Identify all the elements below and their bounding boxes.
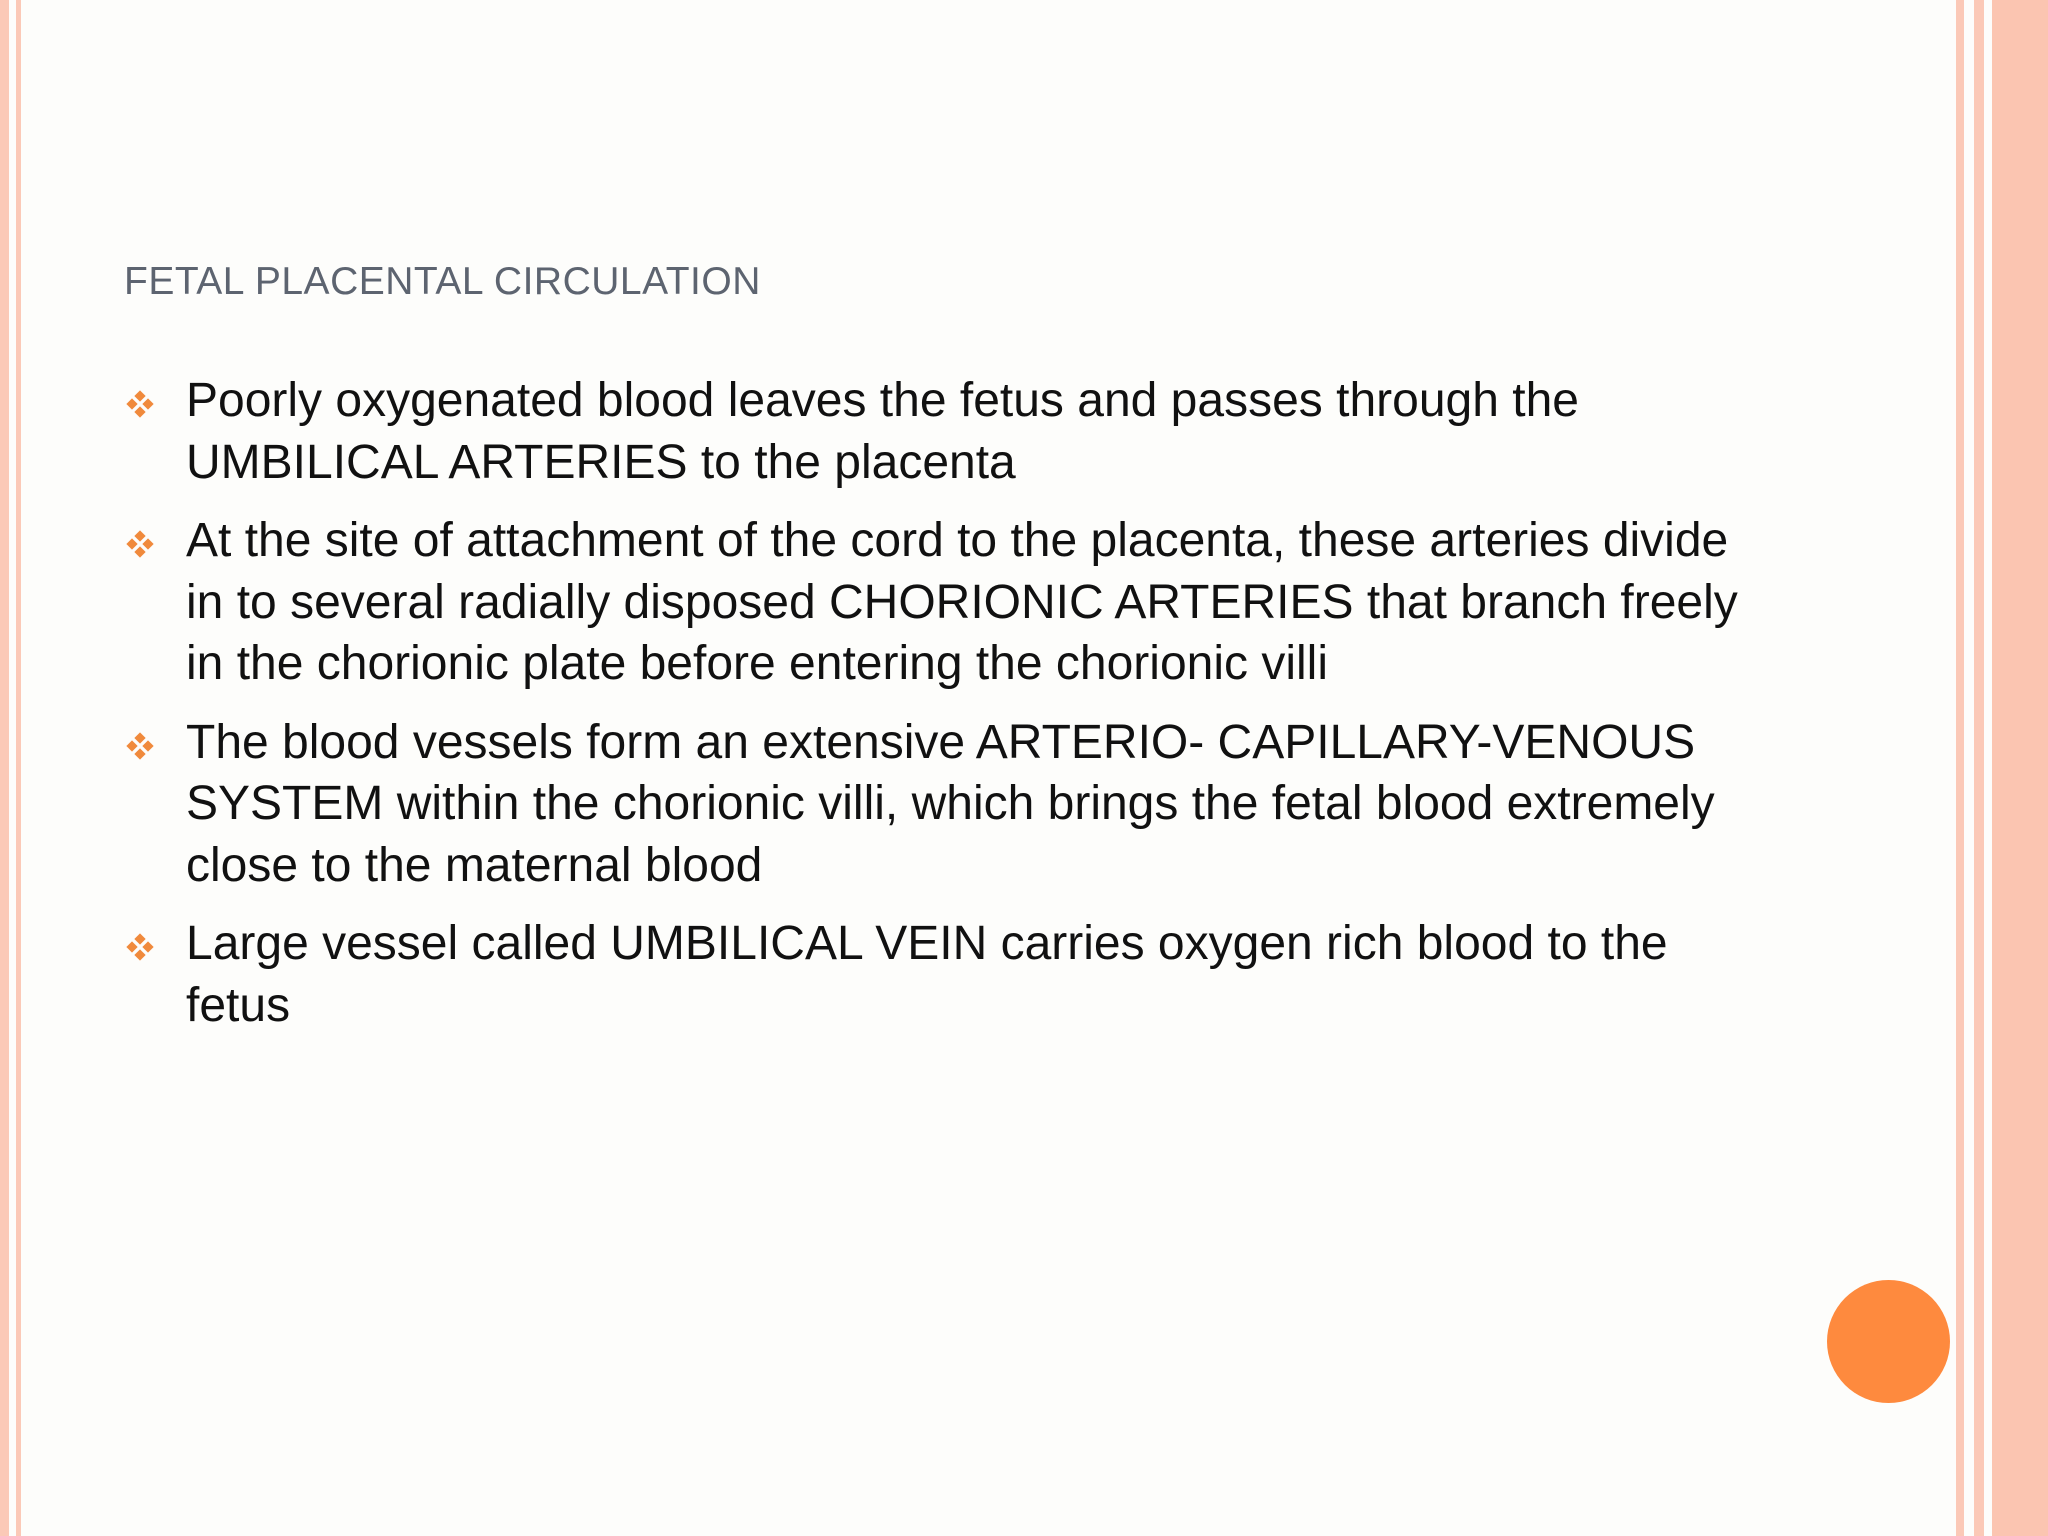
bullet-item [124,510,1764,695]
right-border-stripe-wide [1992,0,2048,1536]
slide-title: FETAL PLACENTAL CIRCULATION [124,260,761,303]
bullet-text: Large vessel called UMBILICAL VEIN carries oxygen rich blood to the fetus [186,917,1668,1032]
bullet-item [124,370,1764,493]
diamond-dots-icon [126,530,154,558]
right-border-stripe-thin [1956,0,1964,1536]
diamond-dots-icon [126,390,154,418]
bullet-text: The blood vessels form an extensive ARTERIO- CAPILLARY-VENOUS SYSTEM within the chorionic villi, which brings the fetal blood extremely close to the maternal blood [186,715,1715,892]
bullet-text: At the site of attachment of the cord to the placenta, these arteries divide in to several radially disposed CHORIONIC ARTERIES that branch freely in the chorionic plate before entering the chorionic villi [186,514,1738,690]
bullet-item [124,712,1764,897]
right-border-stripe-medium [1974,0,1984,1536]
left-border-stripe [0,0,9,1536]
diamond-dots-icon [126,732,154,760]
diamond-dots-icon [126,933,154,961]
decorative-orange-circle [1827,1280,1950,1403]
left-border-stripe-inner [16,0,21,1536]
bullet-item [124,913,1764,1036]
bullet-list [124,370,1764,1053]
bullet-text: Poorly oxygenated blood leaves the fetus and passes through the UMBILICAL ARTERIES to the placenta [186,374,1579,489]
